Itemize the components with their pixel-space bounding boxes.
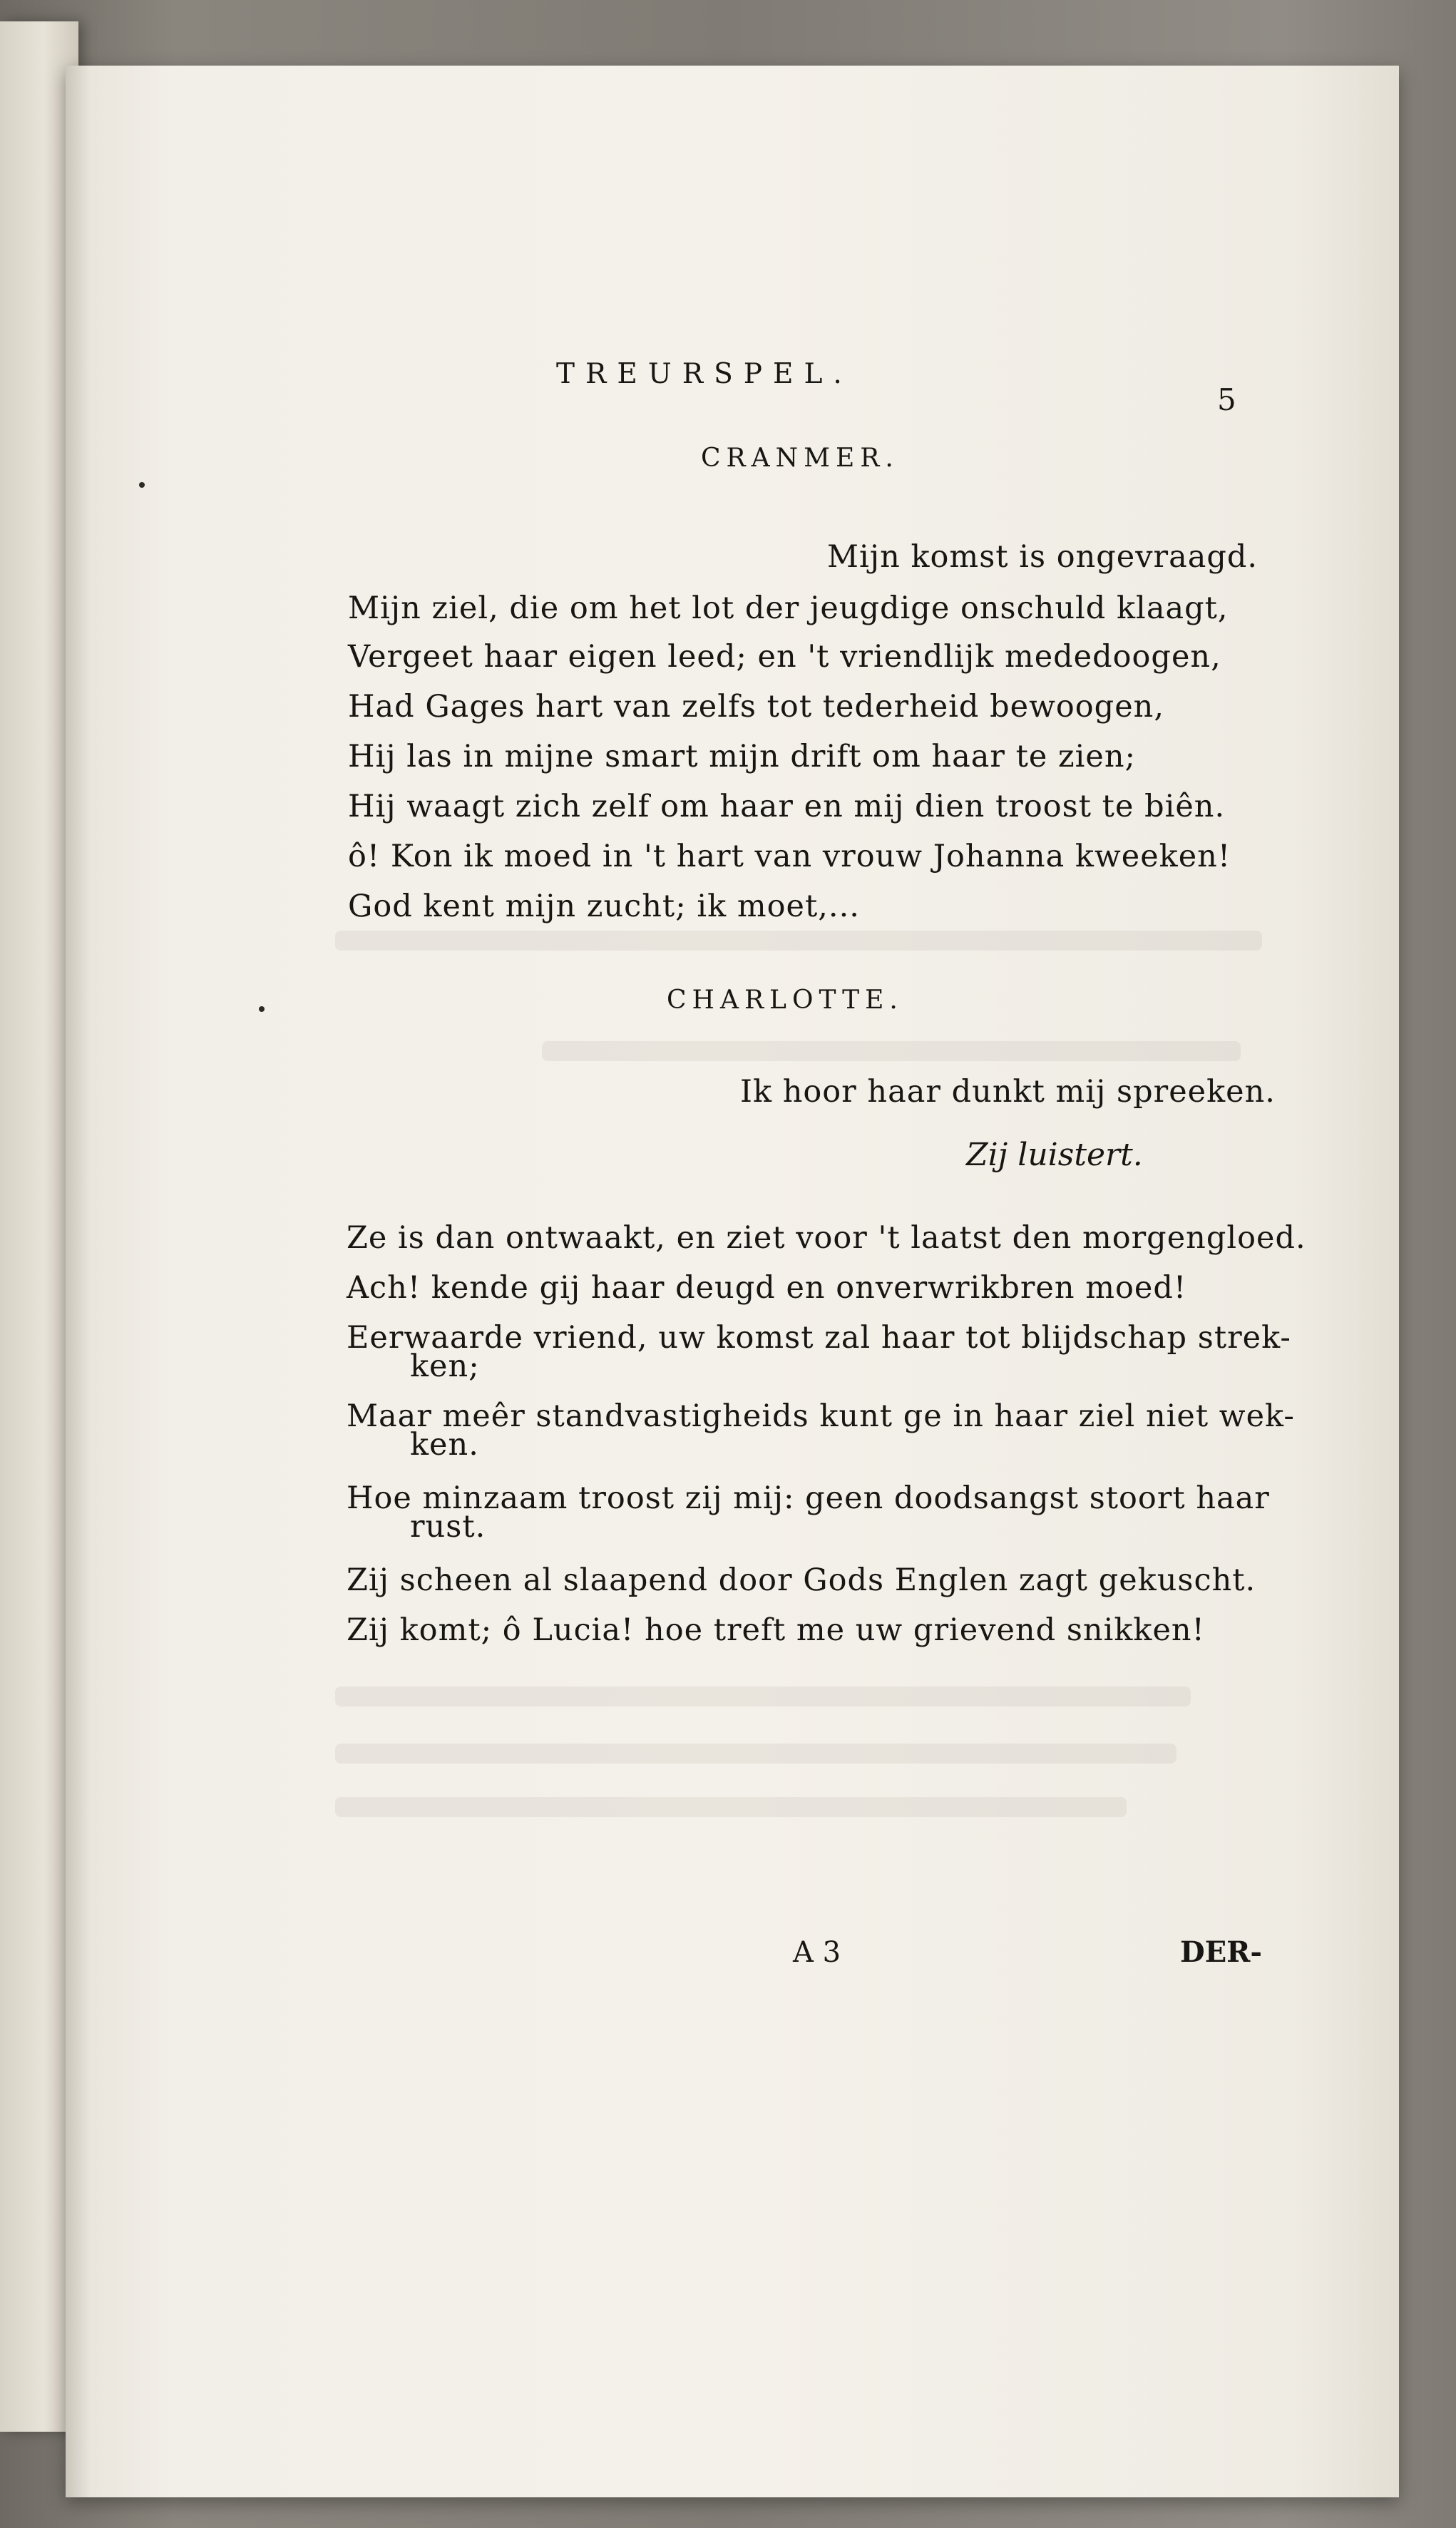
cranmer-line-6: Hij waagt zich zelf om haar en mij dien troost te biên.: [348, 789, 1226, 824]
charlotte-line-4-continuation: ken;: [410, 1349, 480, 1384]
charlotte-line-2: Ze is dan ontwaakt, en ziet voor 't laatst den morgengloed.: [347, 1220, 1306, 1256]
cranmer-line-2: Mijn ziel, die om het lot der jeugdige onschuld klaagt,: [348, 590, 1229, 626]
charlotte-line-6-continuation: rust.: [410, 1509, 486, 1545]
show-through-band: [542, 1041, 1241, 1061]
charlotte-line-4: Eerwaarde vriend, uw komst zal haar tot blijdschap strek-: [347, 1320, 1291, 1356]
charlotte-line-3: Ach! kende gij haar deugd en onverwrikbren moed!: [347, 1270, 1187, 1306]
speaker-cranmer: CRANMER.: [701, 444, 899, 473]
cranmer-line-8: God kent mijn zucht; ik moet,...: [348, 889, 860, 924]
cranmer-line-1: Mijn komst is ongevraagd.: [827, 539, 1258, 575]
catchword: DER-: [1180, 1935, 1263, 1969]
show-through-band: [335, 1744, 1176, 1764]
stage-direction: Zij luistert.: [966, 1137, 1143, 1173]
cranmer-line-7: ô! Kon ik moed in 't hart van vrouw Johanna kweeken!: [348, 839, 1231, 874]
paper-speck: [259, 1006, 265, 1012]
charlotte-line-6: Hoe minzaam troost zij mij: geen doodsangst stoort haar: [347, 1480, 1270, 1516]
speaker-charlotte: CHARLOTTE.: [667, 986, 903, 1015]
page-number: 5: [1217, 382, 1236, 417]
signature-mark: A 3: [793, 1936, 841, 1969]
charlotte-line-1: Ik hoor haar dunkt mij spreeken.: [740, 1074, 1276, 1110]
charlotte-line-8: Zij komt; ô Lucia! hoe treft me uw grievend snikken!: [347, 1612, 1205, 1648]
cranmer-line-4: Had Gages hart van zelfs tot tederheid bewoogen,: [348, 689, 1165, 725]
running-head: TREURSPEL.: [556, 358, 853, 390]
show-through-band: [335, 1687, 1191, 1706]
cranmer-line-5: Hij las in mijne smart mijn drift om haar te zien;: [348, 739, 1137, 774]
charlotte-line-5-continuation: ken.: [410, 1427, 479, 1463]
charlotte-line-7: Zij scheen al slaapend door Gods Englen zagt gekuscht.: [347, 1562, 1256, 1598]
charlotte-line-5: Maar meêr standvastigheids kunt ge in haar ziel niet wek-: [347, 1398, 1295, 1434]
paper-speck: [139, 482, 145, 488]
cranmer-line-3: Vergeet haar eigen leed; en 't vriendlijk mededoogen,: [348, 639, 1221, 675]
show-through-band: [335, 931, 1262, 951]
show-through-band: [335, 1797, 1127, 1817]
